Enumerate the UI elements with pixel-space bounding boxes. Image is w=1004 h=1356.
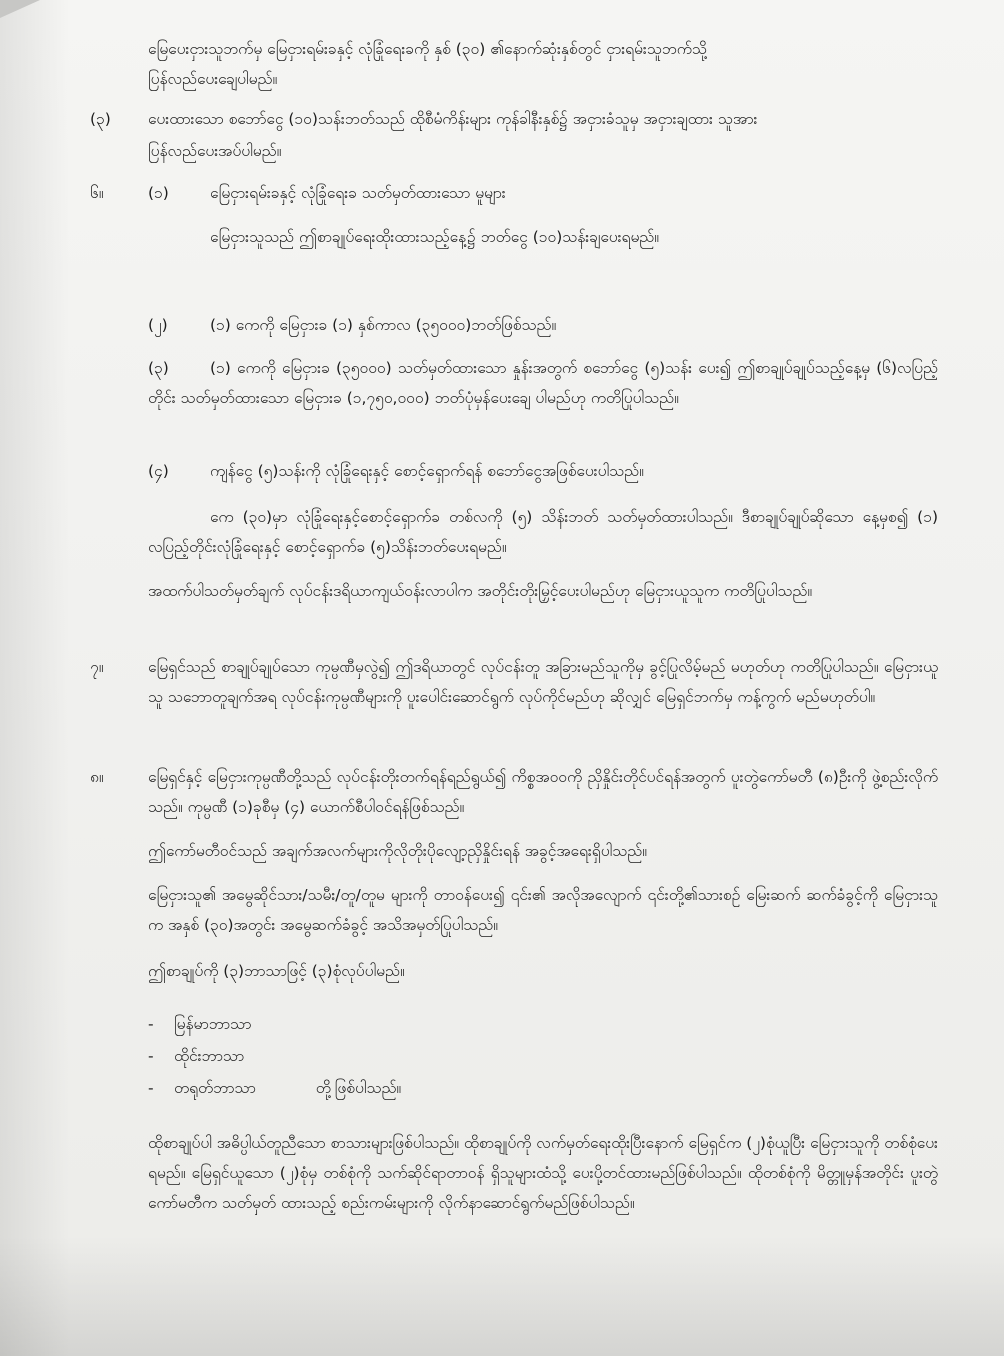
paragraph-final: ထိုစာချုပ်ပါ အဓိပ္ပါယ်တူညီသော စာသားများဖြစ်ပါသည်။ ထိုစာချုပ်ကို လက်မှတ်ရေးထိုးပြီးနောက် မြေရှင်က (၂)စုံယူပြီး မြေငှားသူကို တစ်စုံပေးရမည်။ မြေရှင်ယူသော (၂)စုံမှ တစ်စုံကို သက်ဆိုင်ရာတာဝန် ရှိသူများထံသို့ ပေးပို့တင်ထားမည်ဖြစ်ပါသည်။ ထိုတစ်စုံကို မိတ္တူမှန်အတိုင်း ပူးတွဲကော်မတီက သတ်မှတ် ထားသည့် စည်းကမ်းများကို လိုက်နာဆောင်ရွက်မည်ဖြစ်ပါသည်။	[148, 1134, 938, 1212]
paragraph-6-1-body: မြေငှားသူသည် ဤစာချုပ်ရေးထိုးထားသည့်နေ့၌ ဘတ်ငွေ (၁၀)သန်းချပေးရမည်။	[210, 228, 659, 246]
paragraph-6-4b: ကေ (၃၀)မှာ လုံခြုံရေးနှင့်စောင့်ရှောက်ခ တစ်လကို (၅) သိန်းဘတ် သတ်မှတ်ထားပါသည်။ ဒီစာချုပ်ချုပ်ဆိုသော နေ့မှစ၍ (၁) လပြည့်တိုင်းလုံခြုံရေးနှင့် စောင့်ရှောက်ခ (၅)သိန်းဘတ်ပေးရမည်။	[148, 508, 938, 556]
clause-label-6-4: (၄)	[148, 462, 169, 480]
language-item-thai	[148, 1042, 244, 1070]
section-label-7: ၇။	[90, 658, 104, 676]
list-dash: -	[148, 1079, 154, 1097]
section-label-8: ၈။	[90, 768, 104, 786]
paragraph-8b: ဤကော်မတီဝင်သည် အချက်အလက်များကိုလိုတိုးပိုလျော့ညှိနှိုင်းရန် အခွင့်အရေးရှိပါသည်။	[148, 842, 647, 860]
language-chinese-label: တရုတ်ဘာသာ	[174, 1079, 256, 1097]
paragraph-6-1-heading: မြေငှားရမ်းခနှင့် လုံခြုံရေးခ သတ်မှတ်ထားသော မူများ	[210, 184, 506, 202]
list-dash: -	[148, 1047, 154, 1065]
paragraph-clause-3-line-1: ပေးထားသော စဘော်ငွေ (၁၀)သန်းဘတ်သည် ထိုစီမံကိန်းများ ကုန်ခါနီးနှစ်၌ အငှားခံသူမှ အငှားချထား သူအား	[148, 110, 758, 128]
paragraph-languages: ဤစာချုပ်ကို (၃)ဘာသာဖြင့် (၃)စုံလုပ်ပါမည်။	[148, 962, 405, 980]
language-item-myanmar	[148, 1010, 251, 1038]
paragraph-intro-line-1: မြေပေးငှားသူဘက်မှ မြေငှားရမ်းခနှင့် လုံခြုံရေးခကို နှစ် (၃၀) ၏နောက်ဆုံးနှစ်တွင် ငှားရမ်းသူဘက်သို့	[148, 40, 707, 58]
paragraph-6-3: (၁) ကေကို မြေငှားခ (၃၅၀၀၀) သတ်မှတ်ထားသော နှုန်းအတွက် စဘော်ငွေ (၅)သန်း ပေး၍ ဤစာချုပ်ချုပ်သည့်နေ့မှ (၆)လပြည့်တိုင်း သတ်မှတ်ထားသော မြေငှားခ (၁,၇၅၀,၀၀၀) ဘတ်ပုံမှန်ပေးချေ ပါမည်ဟု ကတိပြုပါသည်။	[148, 359, 938, 407]
list-dash: -	[148, 1015, 154, 1033]
clause-label-6-1: (၁)	[148, 184, 169, 202]
paragraph-8c: မြေငှားသူ၏ အမွေဆိုင်သား/သမီး/တူ/တူမ များကို တာဝန်ပေး၍ ၎င်း၏ အလိုအလျောက် ၎င်းတို့၏သားစဉ် မြေးဆက် ဆက်ခံခွင့်ကို မြေငှားသူက အနှစ် (၃၀)အတွင်း အမွေဆက်ခံခွင့် အသိအမှတ်ပြုပါသည်။	[148, 886, 938, 934]
paragraph-6-2: (၁) ကေကို မြေငှားခ (၁) နှစ်ကာလ (၃၅၀၀၀)ဘတ်ဖြစ်သည်။	[210, 316, 557, 334]
language-list-tail: တို့ဖြစ်ပါသည်။	[315, 1079, 402, 1097]
clause-label-6-3: (၃)	[148, 359, 169, 377]
paragraph-6-4: ကျန်ငွေ (၅)သန်းကို လုံခြုံရေးနှင့် စောင့်ရှောက်ရန် စဘော်ငွေအဖြစ်ပေးပါသည်။	[210, 462, 644, 480]
language-thai-label: ထိုင်းဘာသာ	[174, 1047, 245, 1065]
section-label-6: ၆။	[90, 184, 104, 202]
clause-label-6-2: (၂)	[148, 316, 168, 334]
clause-label-3: (၃)	[90, 110, 111, 128]
paragraph-8: မြေရှင်နှင့် မြေငှားကုမ္ပဏီတို့သည် လုပ်ငန်းတိုးတက်ရန်ရည်ရွယ်၍ ကိစ္စအဝဝကို ညှိနှိုင်းတိုင်ပင်ရန်အတွက် ပူးတွဲကော်မတီ (၈)ဦးကို ဖွဲ့စည်းလိုက်သည်။ ကုမ္ပဏီ (၁)ခုစီမှ (၄) ယောက်စီပါဝင်ရန်ဖြစ်သည်။	[148, 768, 938, 816]
language-myanmar-label: မြန်မာဘာသာ	[174, 1015, 252, 1033]
paragraph-clause-3-line-2: ပြန်လည်ပေးအပ်ပါမည်။	[148, 142, 282, 160]
paragraph-6-extra: အထက်ပါသတ်မှတ်ချက် လုပ်ငန်းဒရိယာကျယ်ဝန်းလာပါက အတိုင်းတိုးမြှင့်ပေးပါမည်ဟု မြေငှားယူသူက ကတိပြုပါသည်။	[148, 582, 813, 600]
paragraph-intro-line-2: ပြန်လည်ပေးချေပါမည်။	[148, 70, 278, 88]
paragraph-7: မြေရှင်သည် စာချုပ်ချုပ်သော ကုမ္ပဏီမှလွဲ၍ ဤဒရိယာတွင် လုပ်ငန်းတူ အခြားမည်သူကိုမှ ခွင့်ပြုလိမ့်မည် မဟုတ်ဟု ကတိပြုပါသည်။ မြေငှားယူသူ သဘောတူချက်အရ လုပ်ငန်းကုမ္ပဏီများကို ပူးပေါင်းဆောင်ရွက် လုပ်ကိုင်မည်ဟု ဆိုလျှင် မြေရှင်ဘက်မှ ကန့်ကွက် မည်မဟုတ်ပါ။	[148, 658, 938, 706]
language-item-chinese	[148, 1074, 401, 1102]
